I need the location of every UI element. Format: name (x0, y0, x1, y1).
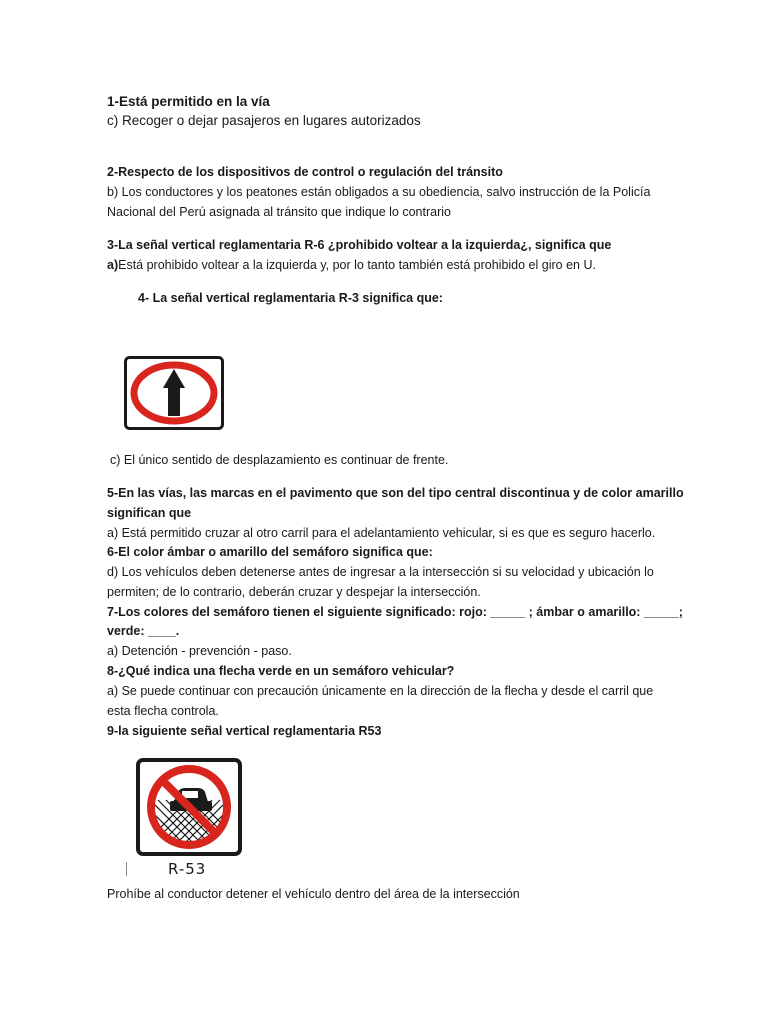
q5-question-line1: 5-En las vías, las marcas en el pavimento que son del tipo central discontinua y de color amarillo (107, 486, 684, 500)
q1-question: 1-Está permitido en la vía (107, 94, 270, 109)
q2-answer-line1: b) Los conductores y los peatones están obligados a su obediencia, salvo instrucción de la Policía (107, 185, 651, 199)
q5-question-line2: significan que (107, 506, 192, 520)
q3-answer (107, 255, 667, 275)
q3-answer-prefix: a) (107, 258, 119, 272)
q7-question-line1: 7-Los colores del semáforo tienen el siguiente significado: rojo: _____ ; ámbar o amarillo: _____; (107, 605, 683, 619)
q6-question: 6-El color ámbar o amarillo del semáforo significa que: (107, 545, 433, 559)
q5-answer: a) Está permitido cruzar al otro carril para el adelantamiento vehicular, si es que es seguro hacerlo. (107, 526, 656, 540)
q6-answer-line2: permiten; de lo contrario, deberán cruzar y despejar la intersección. (107, 585, 481, 599)
q4-answer: c) El único sentido de desplazamiento es continuar de frente. (110, 453, 449, 467)
sign-caption: R-53 (168, 860, 207, 878)
sign-caption-tick (126, 862, 127, 876)
q2-answer-line2: Nacional del Perú asignada al tránsito que indique lo contrario (107, 205, 451, 219)
q8-answer-line1: a) Se puede continuar con precaución únicamente en la dirección de la flecha y desde el carril que (107, 684, 654, 698)
q8-answer-line2: esta flecha controla. (107, 704, 219, 718)
q9-question: 9-la siguiente señal vertical reglamentaria R53 (107, 724, 382, 738)
no-stopping-in-intersection-sign-icon (136, 758, 242, 856)
q2-question: 2-Respecto de los dispositivos de control o regulación del tránsito (107, 165, 503, 179)
q4-question: 4- La señal vertical reglamentaria R-3 significa que: (138, 291, 443, 305)
q9-answer: Prohíbe al conductor detener el vehículo dentro del área de la intersección (107, 887, 520, 901)
q7-question-line2: verde: ____. (107, 624, 180, 638)
q1-answer: c) Recoger o dejar pasajeros en lugares autorizados (107, 113, 421, 128)
q8-question: 8-¿Qué indica una flecha verde en un semáforo vehicular? (107, 664, 455, 678)
q3-question: 3-La señal vertical reglamentaria R-6 ¿prohibido voltear a la izquierda¿, significa que (107, 238, 612, 252)
q7-answer: a) Detención - prevención - paso. (107, 644, 292, 658)
q6-answer-line1: d) Los vehículos deben detenerse antes de ingresar a la intersección si su velocidad y ubicación lo (107, 565, 654, 579)
q3-answer-text: Está prohibido voltear a la izquierda y, por lo tanto también está prohibido el giro en U. (118, 258, 596, 272)
one-way-straight-ahead-sign-icon (124, 356, 224, 430)
